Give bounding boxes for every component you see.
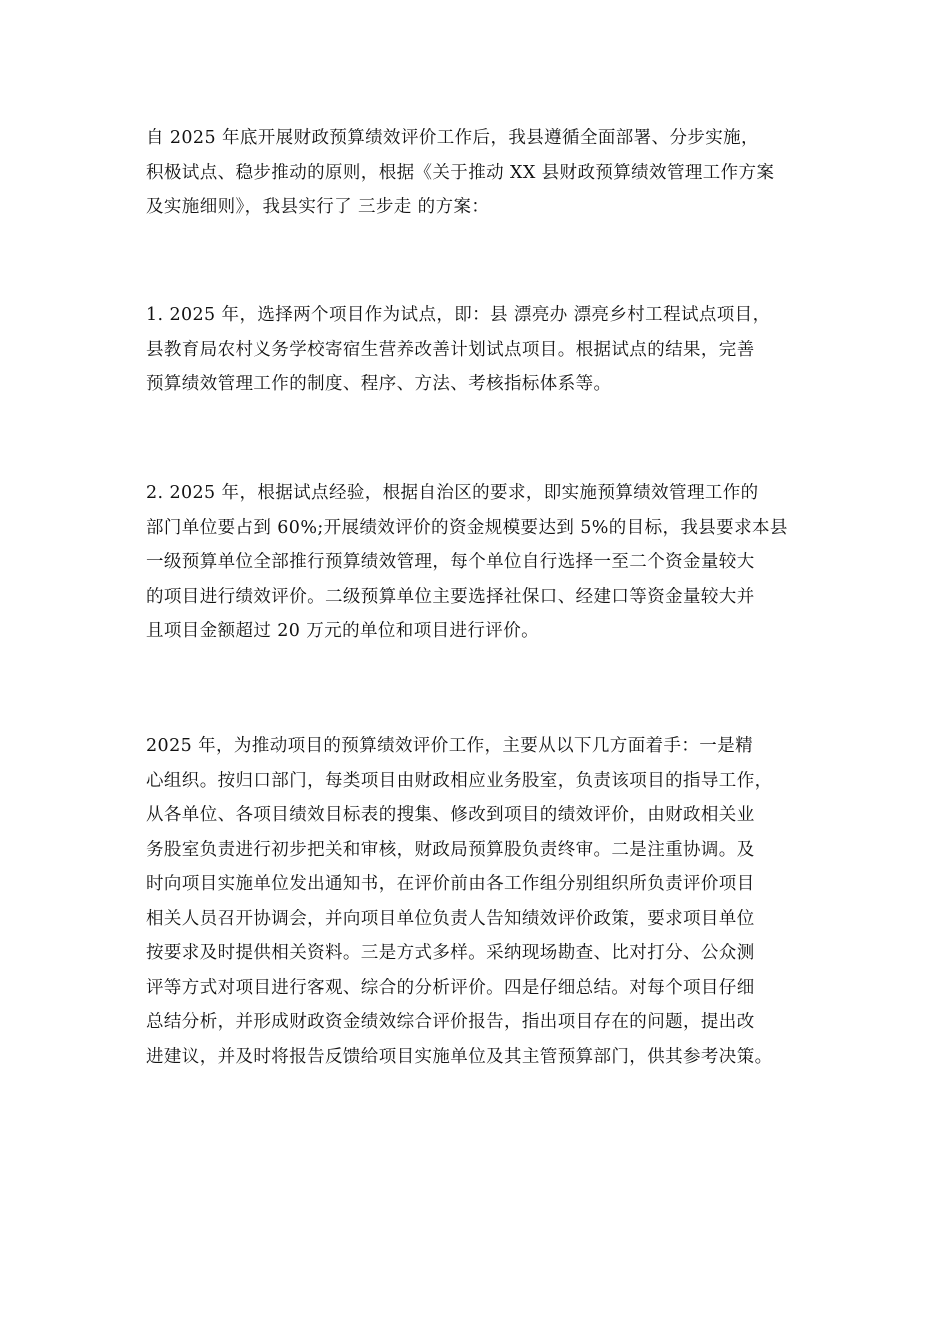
text-line: 县教育局农村义务学校寄宿生营养改善计划试点项目。根据试点的结果，完善	[146, 339, 755, 360]
text-line: 及实施细则》，我县实行了 三步走 的方案：	[146, 197, 490, 217]
text-line: 一级预算单位全部推行预算绩效管理，每个单位自行选择一至二个资金量较大	[146, 552, 755, 572]
paragraph-step-2	[146, 476, 816, 649]
paragraph-step-1	[146, 298, 816, 402]
text-line: 总结分析，并形成财政资金绩效综合评价报告，指出项目存在的问题，提出改	[146, 1012, 755, 1032]
text-line: 的项目进行绩效评价。二级预算单位主要选择社保口、经建口等资金量较大并	[146, 586, 755, 607]
paragraph-intro	[146, 121, 816, 225]
text-line: 2025 年，为推动项目的预算绩效评价工作，主要从以下几方面着手：一是精	[146, 736, 753, 756]
text-line: 从各单位、各项目绩效目标表的搜集、修改到项目的绩效评价，由财政相关业	[146, 805, 755, 825]
text-line: 且项目金额超过 20 万元的单位和项目进行评价。	[146, 621, 539, 641]
text-line: 评等方式对项目进行客观、综合的分析评价。四是仔细总结。对每个项目仔细	[146, 977, 755, 998]
text-line: 进建议，并及时将报告反馈给项目实施单位及其主管预算部门，供其参考决策。	[146, 1046, 773, 1067]
text-line: 1. 2025 年，选择两个项目作为试点，即：县 漂亮办 漂亮乡村工程试点项目，	[146, 305, 771, 325]
text-line: 积极试点、稳步推动的原则，根据《关于推动 XX 县财政预算绩效管理工作方案	[146, 162, 775, 183]
text-line: 心组织。按归口部门，每类项目由财政相应业务股室，负责该项目的指导工作，	[146, 770, 773, 791]
text-line: 2. 2025 年，根据试点经验，根据自治区的要求，即实施预算绩效管理工作的	[146, 483, 759, 503]
text-line: 时向项目实施单位发出通知书，在评价前由各工作组分别组织所负责评价项目	[146, 874, 755, 894]
text-line: 自 2025 年底开展财政预算绩效评价工作后，我县遵循全面部署、分步实施，	[146, 128, 759, 148]
text-line: 务股室负责进行初步把关和审核，财政局预算股负责终审。二是注重协调。及	[146, 839, 755, 860]
text-line: 部门单位要占到 60%;开展绩效评价的资金规模要达到 5%的目标，我县要求本县	[146, 517, 788, 538]
text-line: 按要求及时提供相关资料。三是方式多样。采纳现场勘查、比对打分、公众测	[146, 943, 755, 963]
paragraph-step-3	[146, 729, 816, 1074]
text-line: 预算绩效管理工作的制度、程序、方法、考核指标体系等。	[146, 374, 612, 394]
text-line: 相关人员召开协调会，并向项目单位负责人告知绩效评价政策，要求项目单位	[146, 908, 755, 929]
